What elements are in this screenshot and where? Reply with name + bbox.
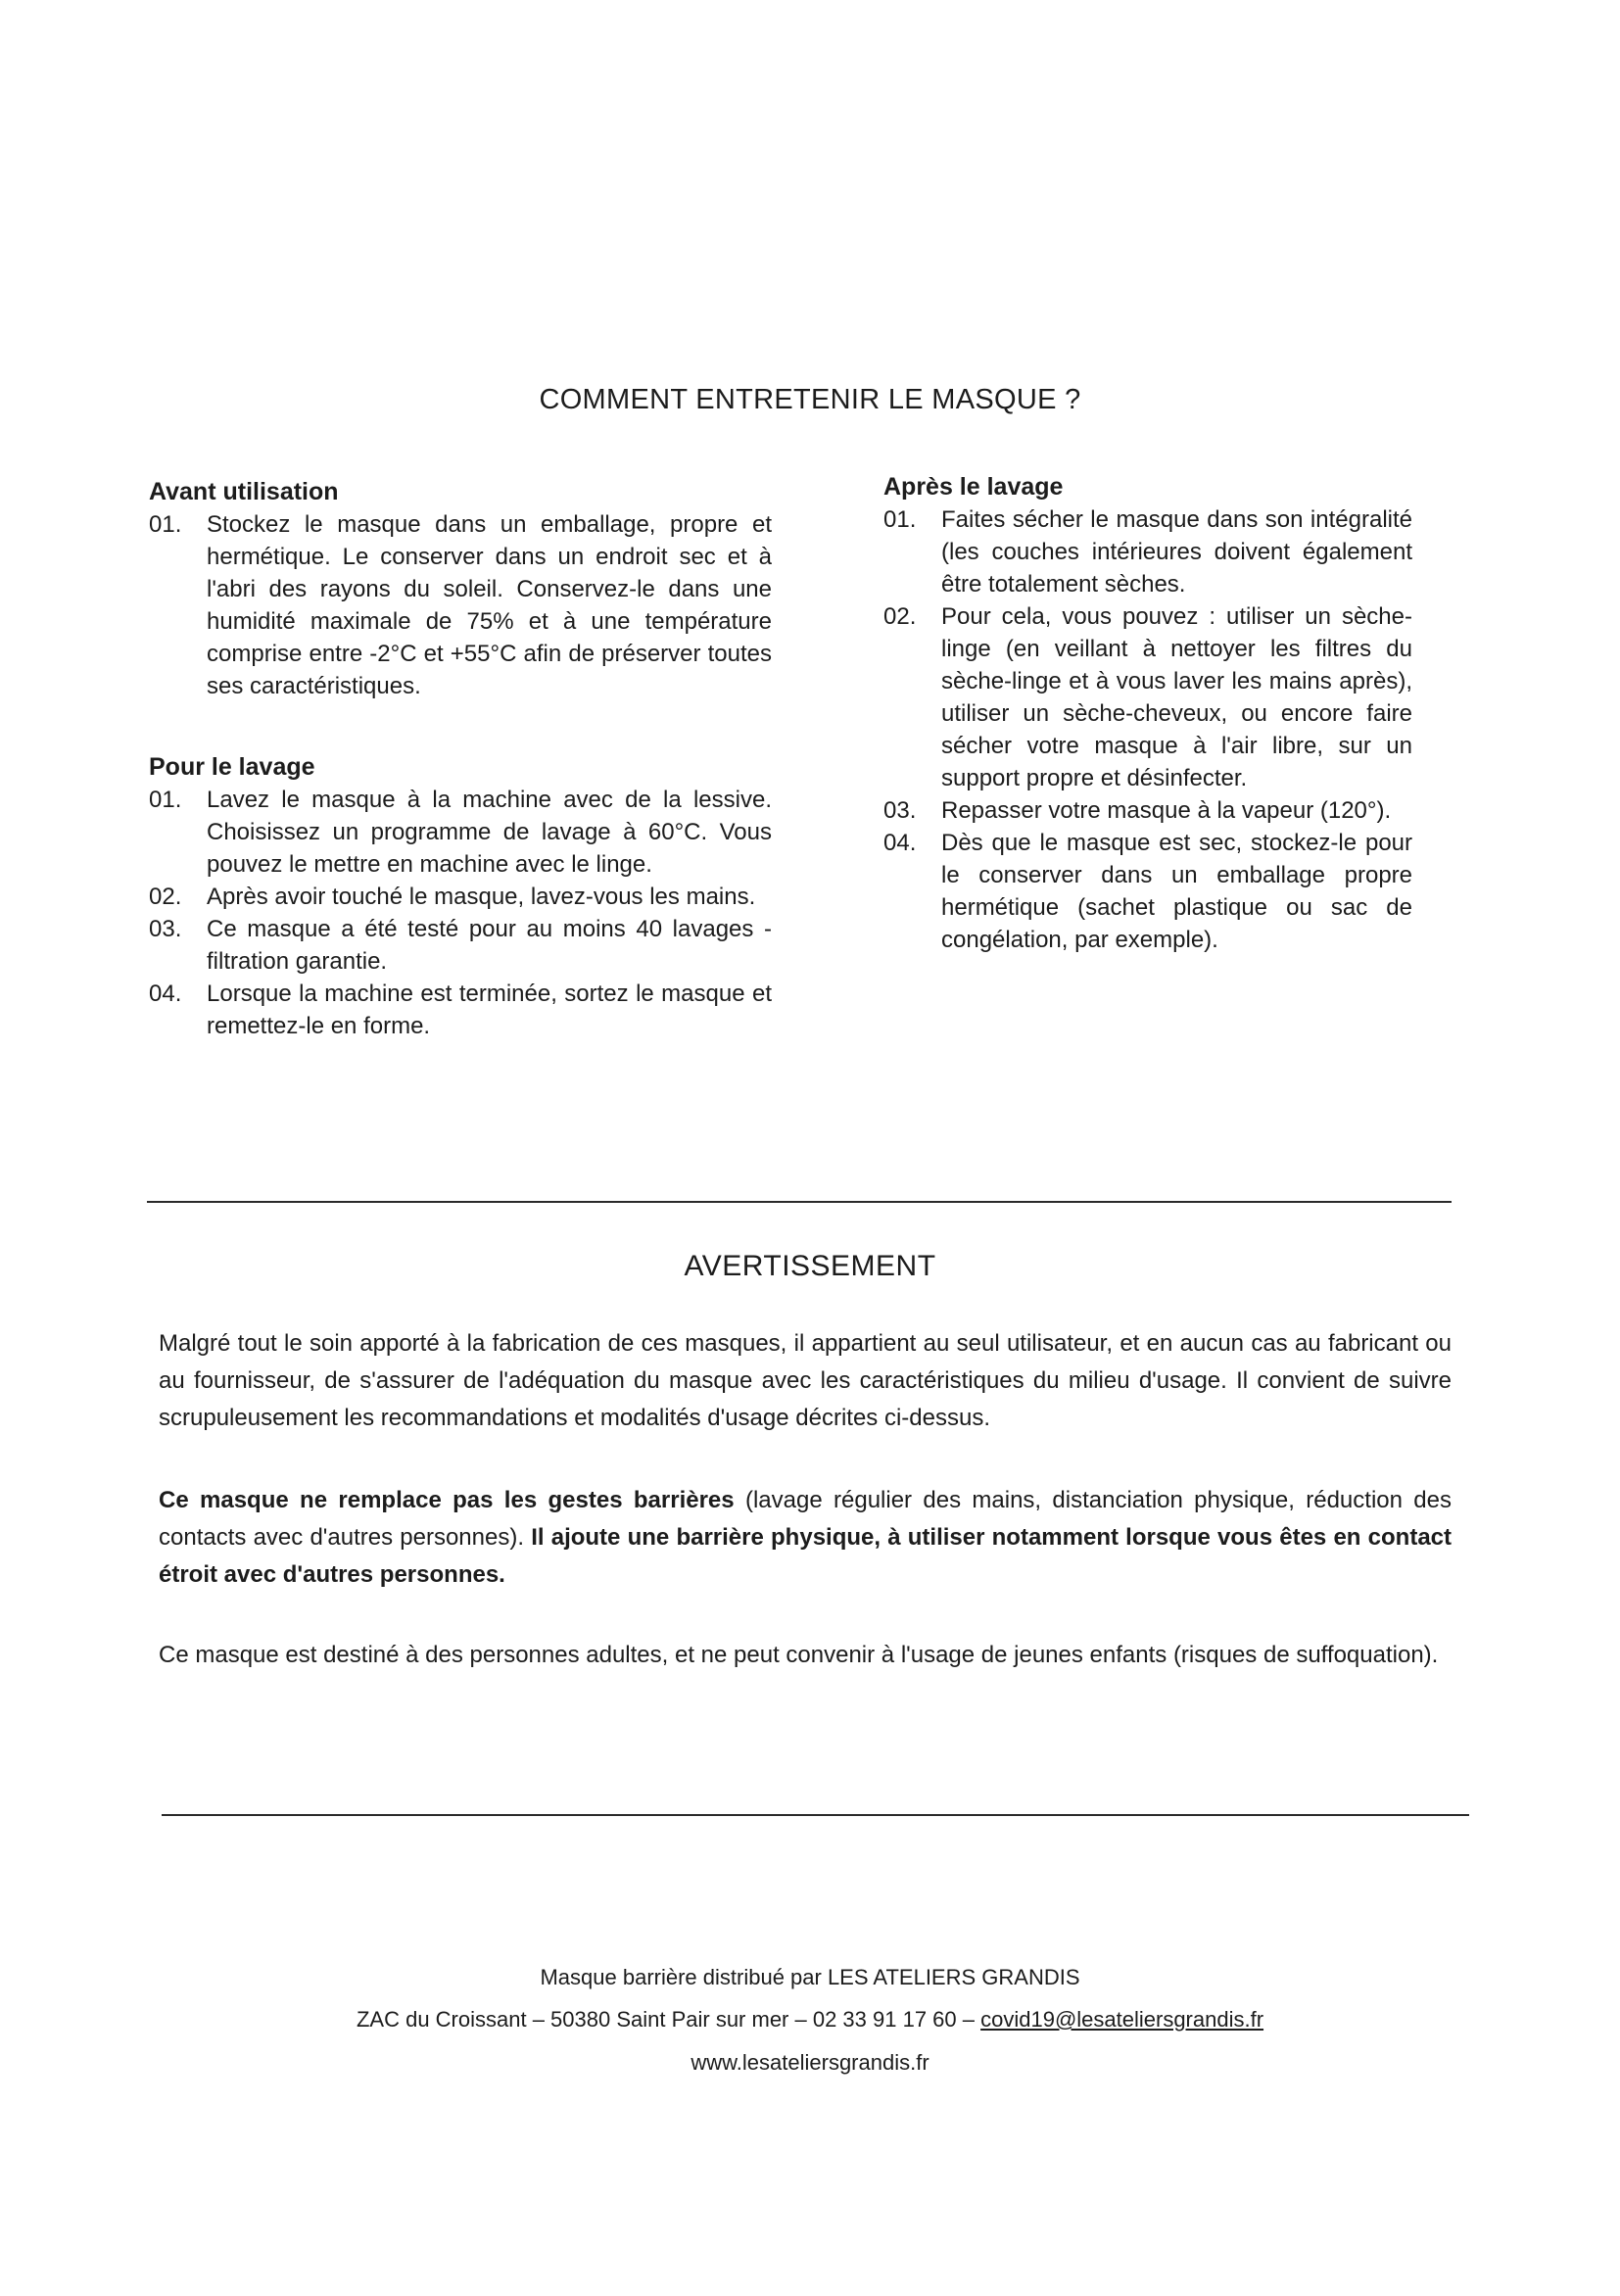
footer-distributor: Masque barrière distribué par LES ATELIERS GRANDIS [540, 1965, 1080, 1989]
list-item [149, 913, 772, 978]
list-item [883, 600, 1412, 794]
divider-top [147, 1201, 1452, 1203]
right-column [883, 471, 1412, 956]
list-item [149, 978, 772, 1042]
item-text: Pour cela, vous pouvez : utiliser un sèche-linge (en veillant à nettoyer les filtres du sèche-linge et à vous laver les mains après), utiliser un sèche-cheveux, ou encore faire sécher votre masque à l'air libre, sur un support propre et désinfecter. [941, 603, 1412, 791]
barrier-gestures-bold: Ce masque ne remplace pas les gestes barrières [159, 1487, 735, 1513]
item-number: 04. [149, 981, 182, 1007]
item-number: 03. [149, 916, 182, 942]
list-item [149, 508, 772, 702]
item-text: Dès que le masque est sec, stockez-le pour le conserver dans un emballage propre hermétique (sachet plastique ou sac de congélation, par exemple). [941, 830, 1412, 953]
left-column [149, 476, 772, 1042]
list-item [883, 794, 1412, 827]
footer-address-text: ZAC du Croissant – 50380 Saint Pair sur mer – 02 33 91 17 60 – [356, 2007, 981, 2032]
list-item [883, 827, 1412, 956]
warning-paragraph-2 [159, 1482, 1452, 1594]
list-item [149, 784, 772, 881]
item-text: Faites sécher le masque dans son intégralité (les couches intérieures doivent également être totalement sèches. [941, 506, 1412, 598]
item-text: Stockez le masque dans un emballage, propre et hermétique. Le conserver dans un endroit sec et à l'abri des rayons du soleil. Conservez-le dans une humidité maximale de 75% et à une température comprise entre -2°C et +55°C afin de préserver toutes ses caractéristiques. [207, 511, 772, 699]
item-number: 03. [883, 797, 917, 824]
item-number: 01. [149, 511, 182, 538]
item-number: 02. [883, 603, 917, 630]
item-text: Lorsque la machine est terminée, sortez le masque et remettez-le en forme. [207, 981, 772, 1039]
warning-paragraph-3: Ce masque est destiné à des personnes adultes, et ne peut convenir à l'usage de jeunes enfants (risques de suffoquation). [159, 1642, 1439, 1668]
item-text: Lavez le masque à la machine avec de la lessive. Choisissez un programme de lavage à 60°C. Vous pouvez le mettre en machine avec le linge. [207, 787, 772, 878]
list-item [149, 881, 772, 913]
footer-website-link[interactable]: www.lesateliersgrandis.fr [691, 2050, 929, 2075]
list-item [883, 503, 1412, 600]
item-text: Après avoir touché le masque, lavez-vous les mains. [207, 884, 756, 910]
section-heading-apres: Après le lavage [883, 473, 1064, 501]
section-heading-avant: Avant utilisation [149, 478, 339, 505]
page-title: COMMENT ENTRETENIR LE MASQUE ? [539, 384, 1081, 415]
item-text: Repasser votre masque à la vapeur (120°). [941, 797, 1392, 824]
item-number: 01. [149, 787, 182, 813]
divider-bottom [162, 1814, 1469, 1816]
list-apres [883, 503, 1412, 956]
footer-address [0, 2007, 1620, 2033]
footer-email-link[interactable]: covid19@lesateliersgrandis.fr [980, 2007, 1264, 2032]
warning-title: AVERTISSEMENT [684, 1250, 936, 1282]
barrier-gestures-detail: (lavage régulier des mains, distanciation physique, réduction des contacts avec d'autres personnes). [159, 1487, 1453, 1551]
item-text: Ce masque a été testé pour au moins 40 lavages - filtration garantie. [207, 916, 772, 975]
item-number: 01. [883, 506, 917, 533]
list-lavage [149, 784, 772, 1042]
physical-barrier-bold: Il ajoute une barrière physique, à utiliser notamment lorsque vous êtes en contact étroit avec d'autres personnes. [159, 1524, 1452, 1588]
item-number: 04. [883, 830, 917, 856]
list-avant [149, 508, 772, 702]
warning-paragraph-1: Malgré tout le soin apporté à la fabrication de ces masques, il appartient au seul utilisateur, et en aucun cas au fabricant ou au fournisseur, de s'assurer de l'adéquation du masque avec les caractéristiques du milieu d'usage. Il convient de suivre scrupuleusement les recommandations et modalités d'usage décrites ci-dessus. [159, 1330, 1452, 1431]
section-heading-lavage: Pour le lavage [149, 753, 315, 781]
item-number: 02. [149, 884, 182, 910]
